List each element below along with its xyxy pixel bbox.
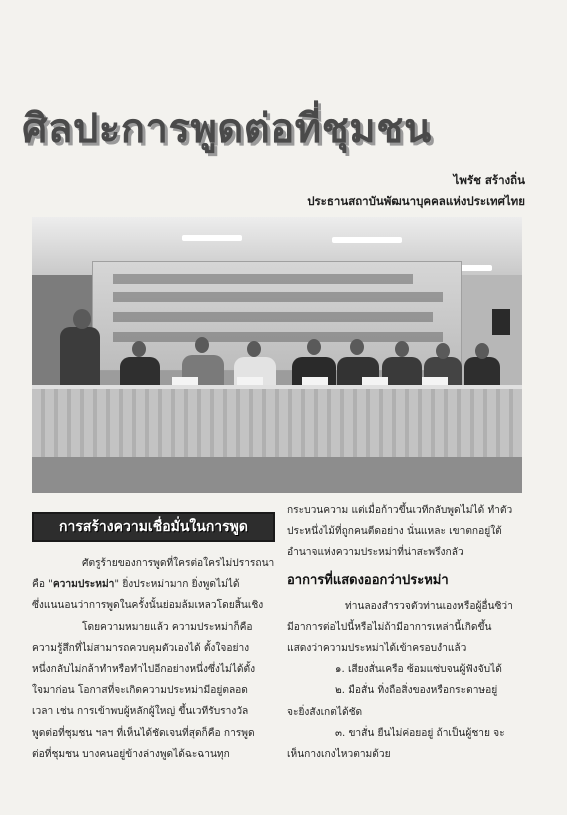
list-item-continuation: จะยิ่งสังเกตได้ชัด xyxy=(287,706,363,718)
emphasis-term: ความประหม่า xyxy=(52,578,115,591)
body-line: ต่อที่ชุมชน บางคนอยู่ข้างล่างพูดได้ฉะฉานทุก xyxy=(32,748,230,760)
article-title: ศิลปะการพูดต่อที่ชุมชน xyxy=(22,106,432,152)
table-skirt xyxy=(32,457,522,493)
body-line: กระบวนความ แต่เมื่อก้าวขึ้นเวทีกลับพูดไม่ได้ ทำตัว xyxy=(287,505,513,516)
section-subheading-box xyxy=(32,512,275,542)
left-text-column xyxy=(32,553,282,765)
body-line: พูดต่อที่ชุมชน ฯลฯ ที่เห็นได้ชัดเจนที่สุดก็คือ การพูด xyxy=(32,727,255,739)
speaker-head xyxy=(73,309,91,329)
right-text-column xyxy=(287,500,537,765)
section-heading: อาการที่แสดงออกว่าประหม่า xyxy=(287,572,449,588)
author-position: ประธานสถาบันพัฒนาบุคคลแห่งประเทศไทย xyxy=(307,194,525,208)
loudspeaker-icon xyxy=(492,309,510,335)
body-line: ใจมาก่อน โอกาสที่จะเกิดความประหม่ามีอยู่ตลอด xyxy=(32,685,248,697)
ceiling-light xyxy=(182,235,242,241)
list-item: ๑. เสียงสั่นเครือ ซ้อมแซ่บจนผู้ฟังจับได้ xyxy=(335,664,502,676)
body-line: มีอาการต่อไปนี้หรือไม่ถ้ามีอาการเหล่านี้เกิดขึ้น xyxy=(287,621,492,633)
body-line: ประหนึ่งไม้ที่ถูกคนตีดอย่าง นั่นแหละ เขาตกอยู่ใต้ xyxy=(287,526,502,538)
body-line: ซึ่งแนนอนว่าการพูดในครั้งนั้นย่อมล้มเหลวโดยสิ้นเชิง xyxy=(32,600,264,612)
body-line: เวลา เช่น การเข้าพบผู้หลักผู้ใหญ่ ขึ้นเวทีรับรางวัล xyxy=(32,706,249,718)
list-item: ๓. ขาสั่น ยืนไม่ค่อยอยู่ ถ้าเป็นผู้ชาย จะ xyxy=(335,727,505,739)
list-item: ๒. มือสั่น ทิ่งถือสิ่งของหรือกระดาษอยู่ xyxy=(335,685,498,697)
body-line: หนึ่งกลับไม่กล้าทำหรือทำไปอีกอย่างหนึ่งซึ่งไม่ได้ตั้ง xyxy=(32,664,256,676)
body-line: ท่านลองสำรวจตัวท่านเองหรือผู้อื่นซิว่า xyxy=(345,600,513,612)
list-item-continuation: เห็นกางเกงไหวตามด้วย xyxy=(287,749,391,761)
body-line: ศัตรูร้ายของการพูดที่ใครต่อใครไม่ปรารถนา xyxy=(82,558,275,569)
section-subheading: การสร้างความเชื่อมั่นในการพูด xyxy=(58,519,248,535)
ceiling-light xyxy=(332,237,402,243)
body-line: แสดงว่าความประหม่าได้เข้าครอบงำแล้ว xyxy=(287,643,467,655)
body-line: คือ "ความประหม่า" ยิ่งประหม่ามาก ยิ่งพูดไม่ได้ xyxy=(32,578,240,591)
body-line: โดยความหมายแล้ว ความประหม่าก็คือ xyxy=(82,621,253,633)
conference-panel-photo xyxy=(32,217,522,493)
body-line: ความรู้สึกที่ไม่สามารถควบคุมตัวเองได้ ตั้งใจอย่าง xyxy=(32,642,250,654)
author-name: ไพรัช สร้างถิ่น xyxy=(453,173,525,187)
draped-table xyxy=(32,385,522,465)
body-line: อำนาจแห่งความประหม่าที่น่าสะพรึงกลัว xyxy=(287,547,464,559)
